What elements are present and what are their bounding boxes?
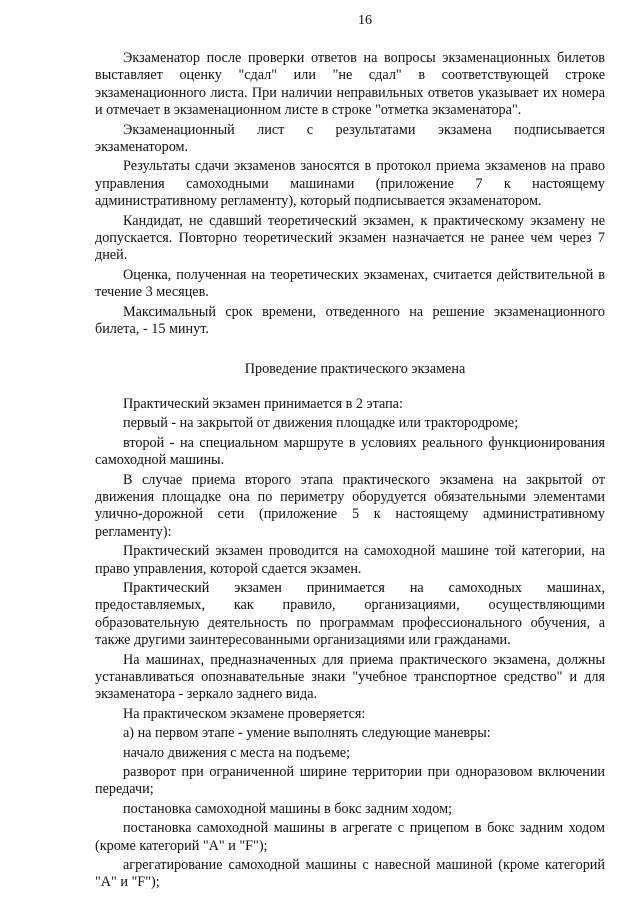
paragraph: разворот при ограниченной ширине территории при одноразовом включении передачи; [95,764,605,798]
document-body [95,50,605,892]
paragraph: агрегатирование самоходной машины с навесной машиной (кроме категорий "А" и "F"); [95,857,605,891]
paragraph: постановка самоходной машины в бокс задним ходом; [123,800,453,817]
paragraph: Экзаменатор после проверки ответов на вопросы экзаменационных билетов выставляет оценку "сдал" или "не сдал" в соответствующей строке экзаменационного листа. При наличии неправильных ответов указывает их номера и отмечает в экзаменационном листе в строке "отметка экзаменатора". [95,50,605,119]
paragraph: начало движения с места на подъеме; [123,744,351,761]
paragraph: Кандидат, не сдавший теоретический экзамен, к практическому экзамену не допускается. Повторно теоретический экзамен назначается не ранее чем через 7 дней. [95,212,605,264]
paragraph: Практический экзамен проводится на самоходной машине той категории, на право управления, которой сдается экзамен. [95,543,605,577]
paragraph: Практический экзамен принимается на самоходных машинах, предоставляемых, как правило, организациями, осуществляющими образовательную деятельность по программам профессионального обучения, а также другими заинтересованными организациями или гражданами. [95,579,605,649]
paragraph: второй - на специальном маршруте в условиях реального функционирования самоходной машины. [95,434,605,469]
section-heading: Проведение практического экзамена [244,360,466,377]
paragraph: Практический экзамен принимается в 2 этапа: [123,395,403,412]
paragraph: Экзаменационный лист с результатами экзамена подписывается экзаменатором. [95,121,605,156]
paragraph: Результаты сдачи экзаменов заносятся в протокол приема экзаменов на право управления самоходными машинами (приложение 7 к настоящему административному регламенту), который подписывается экзаменатором. [95,158,605,210]
page-number: 16 [358,13,372,28]
paragraph: а) на первом этапе - умение выполнять следующие маневры: [123,725,491,742]
paragraph: На практическом экзамене проверяется: [123,705,366,722]
paragraph: В случае приема второго этапа практического экзамена на закрытой от движения площадке она по периметру оборудуется обязательными элементами улично-дорожной сети (приложение 5 к настоящему административному регламенту): [95,471,605,540]
paragraph: первый - на закрытой от движения площадке или трактородроме; [123,415,519,432]
paragraph: постановка самоходной машины в агрегате с прицепом в бокс задним ходом (кроме категорий "А" и "F"); [95,820,605,854]
paragraph: Оценка, полученная на теоретических экзаменах, считается действительной в течение 3 месяцев. [95,266,605,301]
paragraph: Максимальный срок времени, отведенного на решение экзаменационного билета, - 15 минут. [95,303,605,338]
paragraph: На машинах, предназначенных для приема практического экзамена, должны устанавливаться опознавательные знаки "учебное транспортное средство" и для экзаменатора - зеркало заднего вида. [95,651,605,703]
